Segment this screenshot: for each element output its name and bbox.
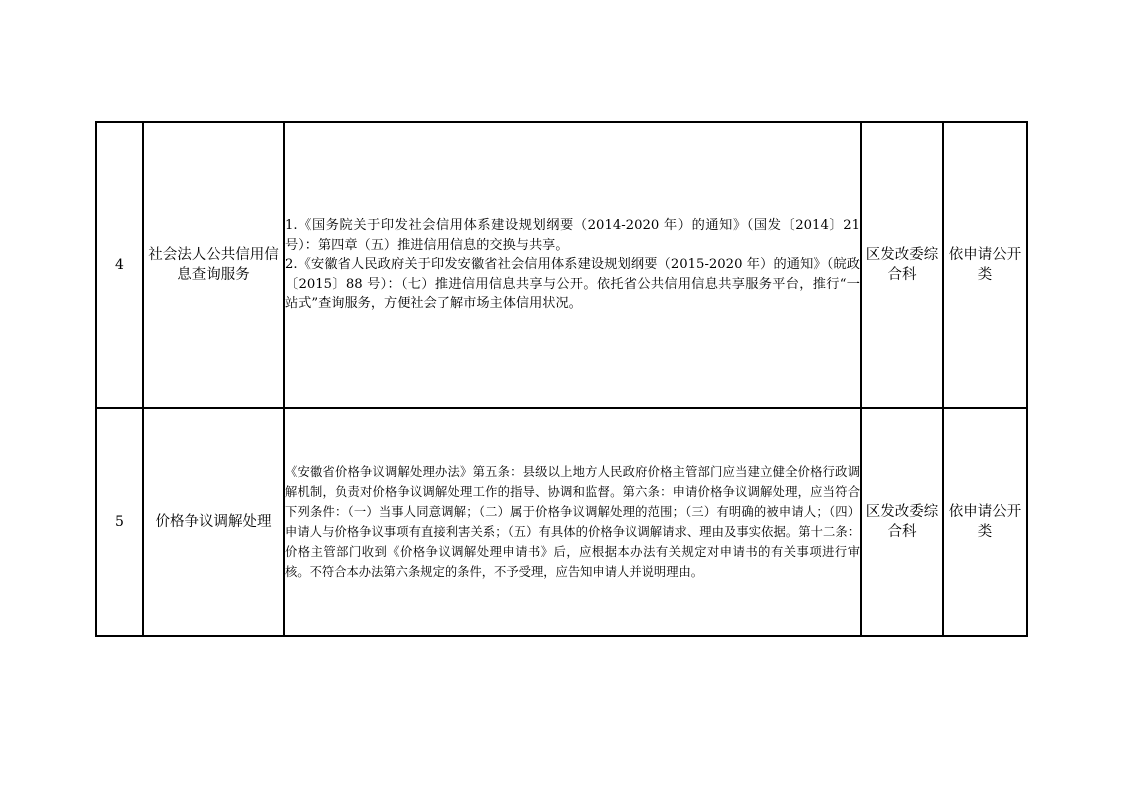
- legal-basis-paragraph: 2.《安徽省人民政府关于印发安徽省社会信用体系建设规划纲要（2015-2020 年）的通知》（皖政〔2015〕88 号）：（七）推进信用信息共享与公开。依托省公共信用信息共享服务平台，推行“一站式”查询服务，方便社会了解市场主体信用状况。: [285, 257, 860, 312]
- row-number: 5: [96, 408, 143, 636]
- item-name: 社会法人公共信用信息查询服务: [143, 122, 284, 408]
- legal-basis: [284, 408, 861, 636]
- responsible-department: 区发改委综合科: [861, 122, 943, 408]
- table-row: [96, 122, 1027, 408]
- table-row: [96, 408, 1027, 636]
- responsible-department: 区发改委综合科: [861, 408, 943, 636]
- disclosure-type: 依申请公开类: [943, 408, 1027, 636]
- disclosure-table: [95, 121, 1028, 637]
- legal-basis-paragraph: 《安徽省价格争议调解处理办法》第五条：县级以上地方人民政府价格主管部门应当建立健全价格行政调解机制，负责对价格争议调解处理工作的指导、协调和监督。第六条：申请价格争议调解处理，应当符合下列条件：（一）当事人同意调解；（二）属于价格争议调解处理的范围；（三）有明确的被申请人；（四）申请人与价格争议事项有直接利害关系；（五）有具体的价格争议调解请求、理由及事实依据。第十二条：价格主管部门收到《价格争议调解处理申请书》后，应根据本办法有关规定对申请书的有关事项进行审核。不符合本办法第六条规定的条件，不予受理，应告知申请人并说明理由。: [285, 465, 860, 579]
- legal-basis-paragraph: 1.《国务院关于印发社会信用体系建设规划纲要（2014-2020 年）的通知》（国发〔2014〕21 号）：第四章（五）推进信用信息的交换与共享。: [285, 218, 860, 253]
- legal-basis: [284, 122, 861, 408]
- item-name: 价格争议调解处理: [143, 408, 284, 636]
- row-number: 4: [96, 122, 143, 408]
- disclosure-type: 依申请公开类: [943, 122, 1027, 408]
